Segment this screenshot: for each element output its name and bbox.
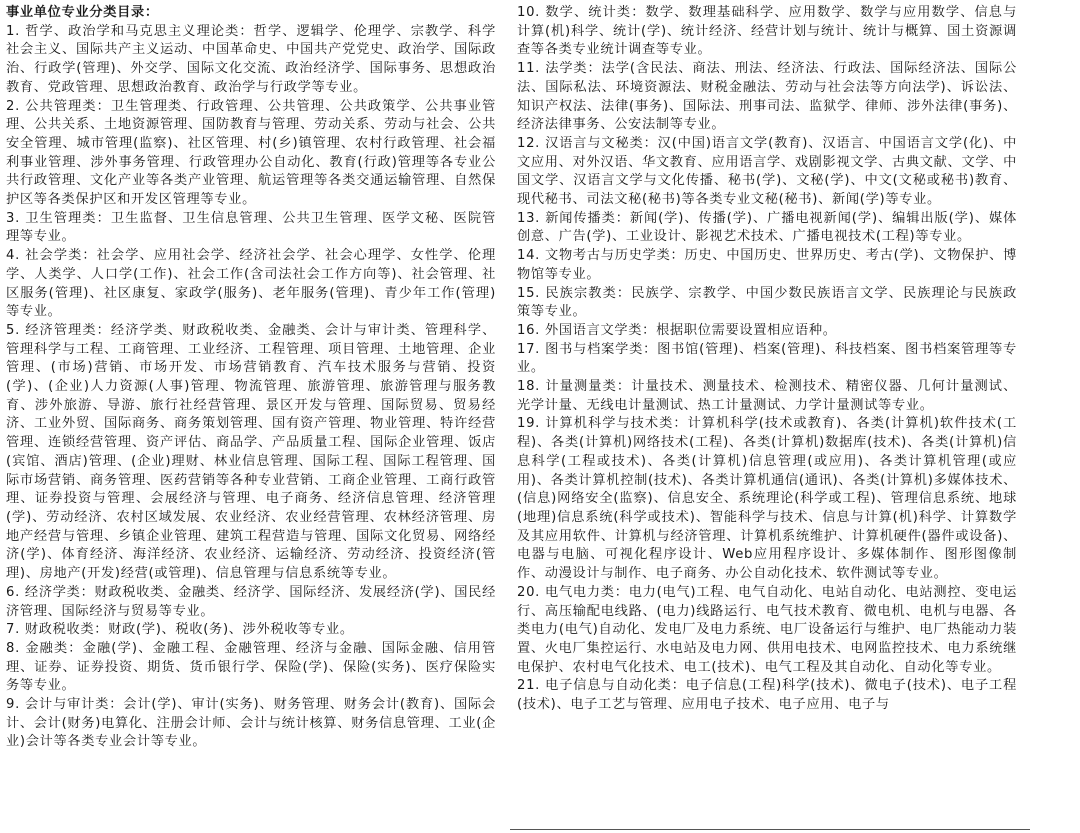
category-entry-3: 3. 卫生管理类：卫生监督、卫生信息管理、公共卫生管理、医学文秘、医院管理等专业。 — [6, 210, 496, 245]
category-entry-12: 12. 汉语言与文秘类：汉(中国)语言文学(教育)、汉语言、中国语言文学(化)、中文应用、对外汉语、华文教育、应用语言学、戏剧影视文学、古典文献、文学、中国文学、汉语言文学与文化传播、秘书(学)、文秘(学)、中文(文秘或秘书)教育、现代秘书、司法文秘(秘书)等各类专业文秘(秘书)、新闻(学)等专业。 — [517, 135, 1017, 208]
category-entry-14: 14. 文物考古与历史学类：历史、中国历史、世界历史、考古(学)、文物保护、博物馆等专业。 — [517, 248, 1017, 282]
category-entry-10: 10. 数学、统计类：数学、数理基础科学、应用数学、数学与应用数学、信息与计算(机)科学、统计(学)、统计经济、经营计划与统计、统计与概算、国土资源调查等各类专业统计调查等专业。 — [517, 5, 1017, 58]
category-entry-13: 13. 新闻传播类：新闻(学)、传播(学)、广播电视新闻(学)、编辑出版(学)、媒体创意、广告(学)、工业设计、影视艺术技术、广播电视技术(工程)等专业。 — [517, 210, 1017, 245]
right-column — [517, 4, 1017, 830]
category-entry-9: 9. 会计与审计类：会计(学)、审计(实务)、财务管理、财务会计(教育)、国际会计、会计(财务)电算化、注册会计师、会计与统计核算、财务信息管理、工业(企业)会计等各类专业会计等专业。 — [6, 697, 496, 750]
category-entry-21: 21. 电子信息与自动化类：电子信息(工程)科学(技术)、微电子(技术)、电子工程(技术)、电子工艺与管理、应用电子技术、电子应用、电子与 — [517, 678, 1017, 713]
category-entry-2: 2. 公共管理类：卫生管理类、行政管理、公共管理、公共政策学、公共事业管理、公共关系、土地资源管理、国防教育与管理、劳动关系、劳动与社会、公共安全管理、城市管理(监察)、社区管理、村(乡)镇管理、农村行政管理、社会福利事业管理、涉外事务管理、行政管理办公自动化、教育(行政)管理等各专业公共行政管理、文化产业等各类产业管理、航运管理等各类交通运输管理、自然保护区等各类保护区和开发区管理等专业。 — [6, 98, 496, 208]
catalog-title: 事业单位专业分类目录： — [6, 5, 159, 20]
category-entry-15: 15. 民族宗教类：民族学、宗教学、中国少数民族语言文学、民族理论与民族政策等专业。 — [517, 285, 1017, 320]
category-entry-5: 5. 经济管理类：经济学类、财政税收类、金融类、会计与审计类、管理科学、管理科学与工程、工商管理、工业经济、工程管理、项目管理、土地管理、企业管理、(市场)营销、市场开发、市场营销教育、汽车技术服务与营销、投资(学)、(企业)人力资源(人事)管理、物流管理、旅游管理、旅游管理与服务教育、涉外旅游、导游、旅行社经营管理、景区开发与管理、国际贸易、贸易经济、工业外贸、国际商务、商务策划管理、国有资产管理、物业管理、特许经营管理、连锁经营管理、资产评估、商品学、产品质量工程、国际企业管理、饭店(宾馆、酒店)管理、(企业)理财、林业信息管理、国际工程、国际工程管理、国际市场营销、商务管理、医药营销等各种专业营销、工商企业管理、工商行政管理、证券投资与管理、会展经济与管理、电子商务、经济信息管理、经济管理(学)、劳动经济、农村区域发展、农业经济、农业经营管理、农林经济管理、房地产经营与管理、乡镇企业管理、建筑工程营造与管理、国际文化贸易、网络经济(学)、体育经济、海洋经济、农业经济、运输经济、劳动经济、投资经济(管理)、房地产(开发)经营(或管理)、信息管理与信息系统等专业。 — [6, 322, 496, 582]
category-entry-19: 19. 计算机科学与技术类：计算机科学(技术或教育)、各类(计算机)软件技术(工程)、各类(计算机)网络技术(工程)、各类(计算机)数据库(技术)、各类(计算机)信息科学(工程或技术)、各类(计算机)信息管理(或应用)、各类计算机管理(或应用)、各类计算机控制(技术)、各类计算机通信(通讯)、各类(计算机)多媒体技术、(信息)网络安全(监察)、信息安全、系统理论(科学或工程)、管理信息系统、地球(地理)信息系统(科学或技术)、智能科学与技术、信息与计算(机)科学、计算数学及其应用软件、计算机与经济管理、计算机系统维护、计算机硬件(器件或设备)、电器与电脑、可视化程序设计、Web应用程序设计、多媒体制作、图形图像制作、动漫设计与制作、电子商务、办公自动化技术、软件测试等专业。 — [517, 416, 1017, 582]
category-entry-17: 17. 图书与档案学类：图书馆(管理)、档案(管理)、科技档案、图书档案管理等专业。 — [517, 341, 1017, 376]
category-entry-8: 8. 金融类：金融(学)、金融工程、金融管理、经济与金融、国际金融、信用管理、证券、证券投资、期货、货币银行学、保险(学)、保险(实务)、医疗保险实务等专业。 — [6, 640, 496, 694]
category-entry-16: 16. 外国语言文学类：根据职位需要设置相应语种。 — [517, 322, 837, 338]
category-entry-11: 11. 法学类：法学(含民法、商法、刑法、经济法、行政法、国际经济法、国际公法、国际私法、环境资源法、财税金融法、劳动与社会法等方向法学)、诉讼法、知识产权法、法律(事务)、国际法、刑事司法、监狱学、律师、涉外法律(事务)、经济法律事务、公安法制等专业。 — [517, 61, 1017, 133]
category-entry-20: 20. 电气电力类：电力(电气)工程、电气自动化、电站自动化、电站测控、变电运行、高压输配电线路、(电力)线路运行、电气技术教育、微电机、电机与电器、各类电力(电气)自动化、发电厂及电力系统、电厂设备运行与维护、电厂热能动力装置、火电厂集控运行、水电站及电力网、供用电技术、电网监控技术、电力系统继电保护、农村电气化技术、电工(技术)、电气工程及其自动化、自动化等专业。 — [517, 584, 1017, 675]
category-entry-4: 4. 社会学类：社会学、应用社会学、经济社会学、社会心理学、女性学、伦理学、人类学、人口学(工作)、社会工作(含司法社会工作方向等)、社会管理、社区服务(管理)、社区康复、家政学(服务)、老年服务(管理)、青少年工作(管理)等专业。 — [6, 248, 496, 320]
category-entry-6: 6. 经济学类：财政税收类、金融类、经济学、国际经济、发展经济(学)、国民经济管理、国际经济与贸易等专业。 — [6, 584, 496, 619]
category-entry-1: 1. 哲学、政治学和马克思主义理论类：哲学、逻辑学、伦理学、宗教学、科学社会主义、国际共产主义运动、中国革命史、中国共产党党史、政治学、国际政治、行政学(管理)、外交学、国际文化交流、政治经济学、国际事务、思想政治教育、党政管理、思想政治教育、政治学与行政学等专业。 — [6, 23, 496, 95]
left-column — [6, 4, 496, 830]
bottom-divider — [510, 829, 1030, 830]
category-entry-7: 7. 财政税收类：财政(学)、税收(务)、涉外税收等专业。 — [6, 622, 354, 638]
category-entry-18: 18. 计量测量类：计量技术、测量技术、检测技术、精密仪器、几何计量测试、光学计量、无线电计量测试、热工计量测试、力学计量测试等专业。 — [517, 379, 1017, 413]
